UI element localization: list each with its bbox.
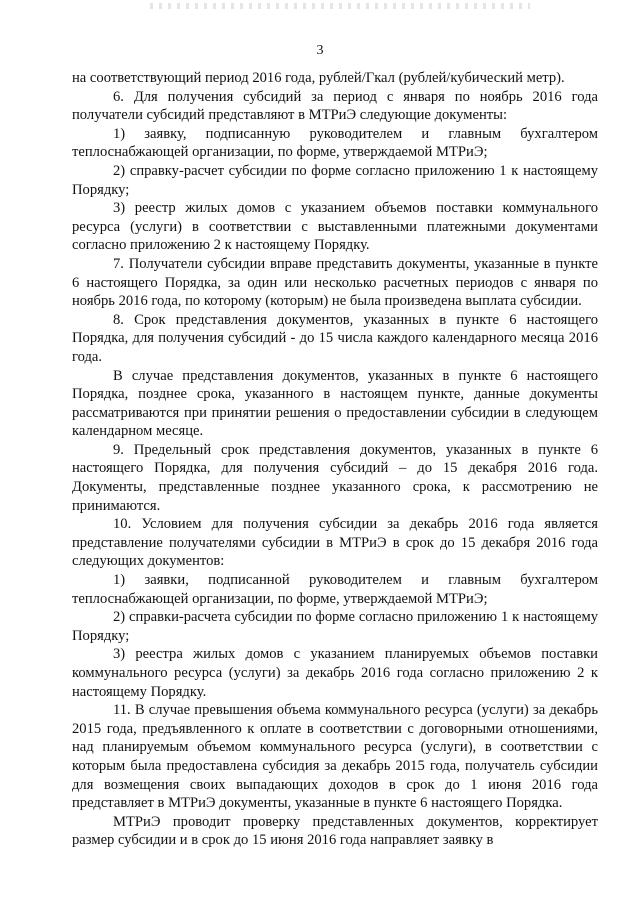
paragraph-item-7: 7. Получатели субсидии вправе представить документы, указанные в пункте 6 настоящего Порядка, за один или несколько расчетных периодов с января по ноябрь 2016 года, по которому (которым) не была произведена выплата субсидии. <box>72 255 598 310</box>
paragraph-item-10-3: 3) реестра жилых домов с указанием планируемых объемов поставки коммунального ресурса (услуги) за декабрь 2016 года согласно приложению 2 к настоящему Порядку. <box>72 646 598 700</box>
paragraph-item-8-note: В случае представления документов, указанных в пункте 6 настоящего Порядка, позднее срока, указанного в настоящем пункте, данные документы рассматриваются при принятии решения о предоставлении субсидии в следующем календарном месяце. <box>72 367 598 440</box>
paragraph-continuation: на соответствующий период 2016 года, рублей/Гкал (рублей/кубический метр). <box>72 70 565 86</box>
paragraph-item-10-1: 1) заявки, подписанной руководителем и главным бухгалтером теплоснабжающей организации, по форме, утверждаемой МТРиЭ; <box>72 572 598 607</box>
paragraph-item-10: 10. Условием для получения субсидии за декабрь 2016 года является представление получателями субсидии в МТРиЭ в срок до 15 декабря 2016 года следующих документов: <box>72 516 598 570</box>
paragraph-item-6: 6. Для получения субсидий за период с января по ноябрь 2016 года получатели субсидий представляют в МТРиЭ следующие документы: <box>72 88 598 124</box>
paragraph-item-11-note: МТРиЭ проводит проверку представленных документов, корректирует размер субсидии и в срок до 15 июня 2016 года направляет заявку в <box>72 813 598 849</box>
paragraph-item-9: 9. Предельный срок представления документов, указанных в пункте 6 настоящего Порядка, для получения субсидий – до 15 декабря 2016 года. Документы, представленные позднее указанного срока, к рассмотрению не принимаются. <box>72 441 598 514</box>
scan-artifact <box>150 3 530 9</box>
paragraph-item-11: 11. В случае превышения объема коммунального ресурса (услуги) за декабрь 2015 года, предъявленного к оплате в соответствии с договорными отношениями, над планируемым объемом коммунального ресурса (услуги), в соответствии с которым была предоставлена субсидия за декабрь 2015 года, получатель субсидии для возмещения своих выпадающих доходов в срок до 1 июня 2016 года представляет в МТРиЭ документы, указанные в пункте 6 настоящего Порядка. <box>72 702 598 812</box>
paragraph-item-8: 8. Срок представления документов, указанных в пункте 6 настоящего Порядка, для получения субсидий - до 15 числа каждого календарного месяца 2016 года. <box>72 311 598 365</box>
paragraph-item-6-3: 3) реестр жилых домов с указанием объемов поставки коммунального ресурса (услуги) в соответствии с выставленными платежными документами согласно приложению 2 к настоящему Порядку. <box>72 200 598 254</box>
page-number: 3 <box>316 43 324 58</box>
document-body <box>72 69 598 850</box>
paragraph-item-6-2: 2) справку-расчет субсидии по форме согласно приложению 1 к настоящему Порядку; <box>72 162 598 198</box>
paragraph-item-10-2: 2) справки-расчета субсидии по форме согласно приложению 1 к настоящему Порядку; <box>72 609 598 644</box>
paragraph-item-6-1: 1) заявку, подписанную руководителем и главным бухгалтером теплоснабжающей организации, по форме, утверждаемой МТРиЭ; <box>72 125 598 161</box>
